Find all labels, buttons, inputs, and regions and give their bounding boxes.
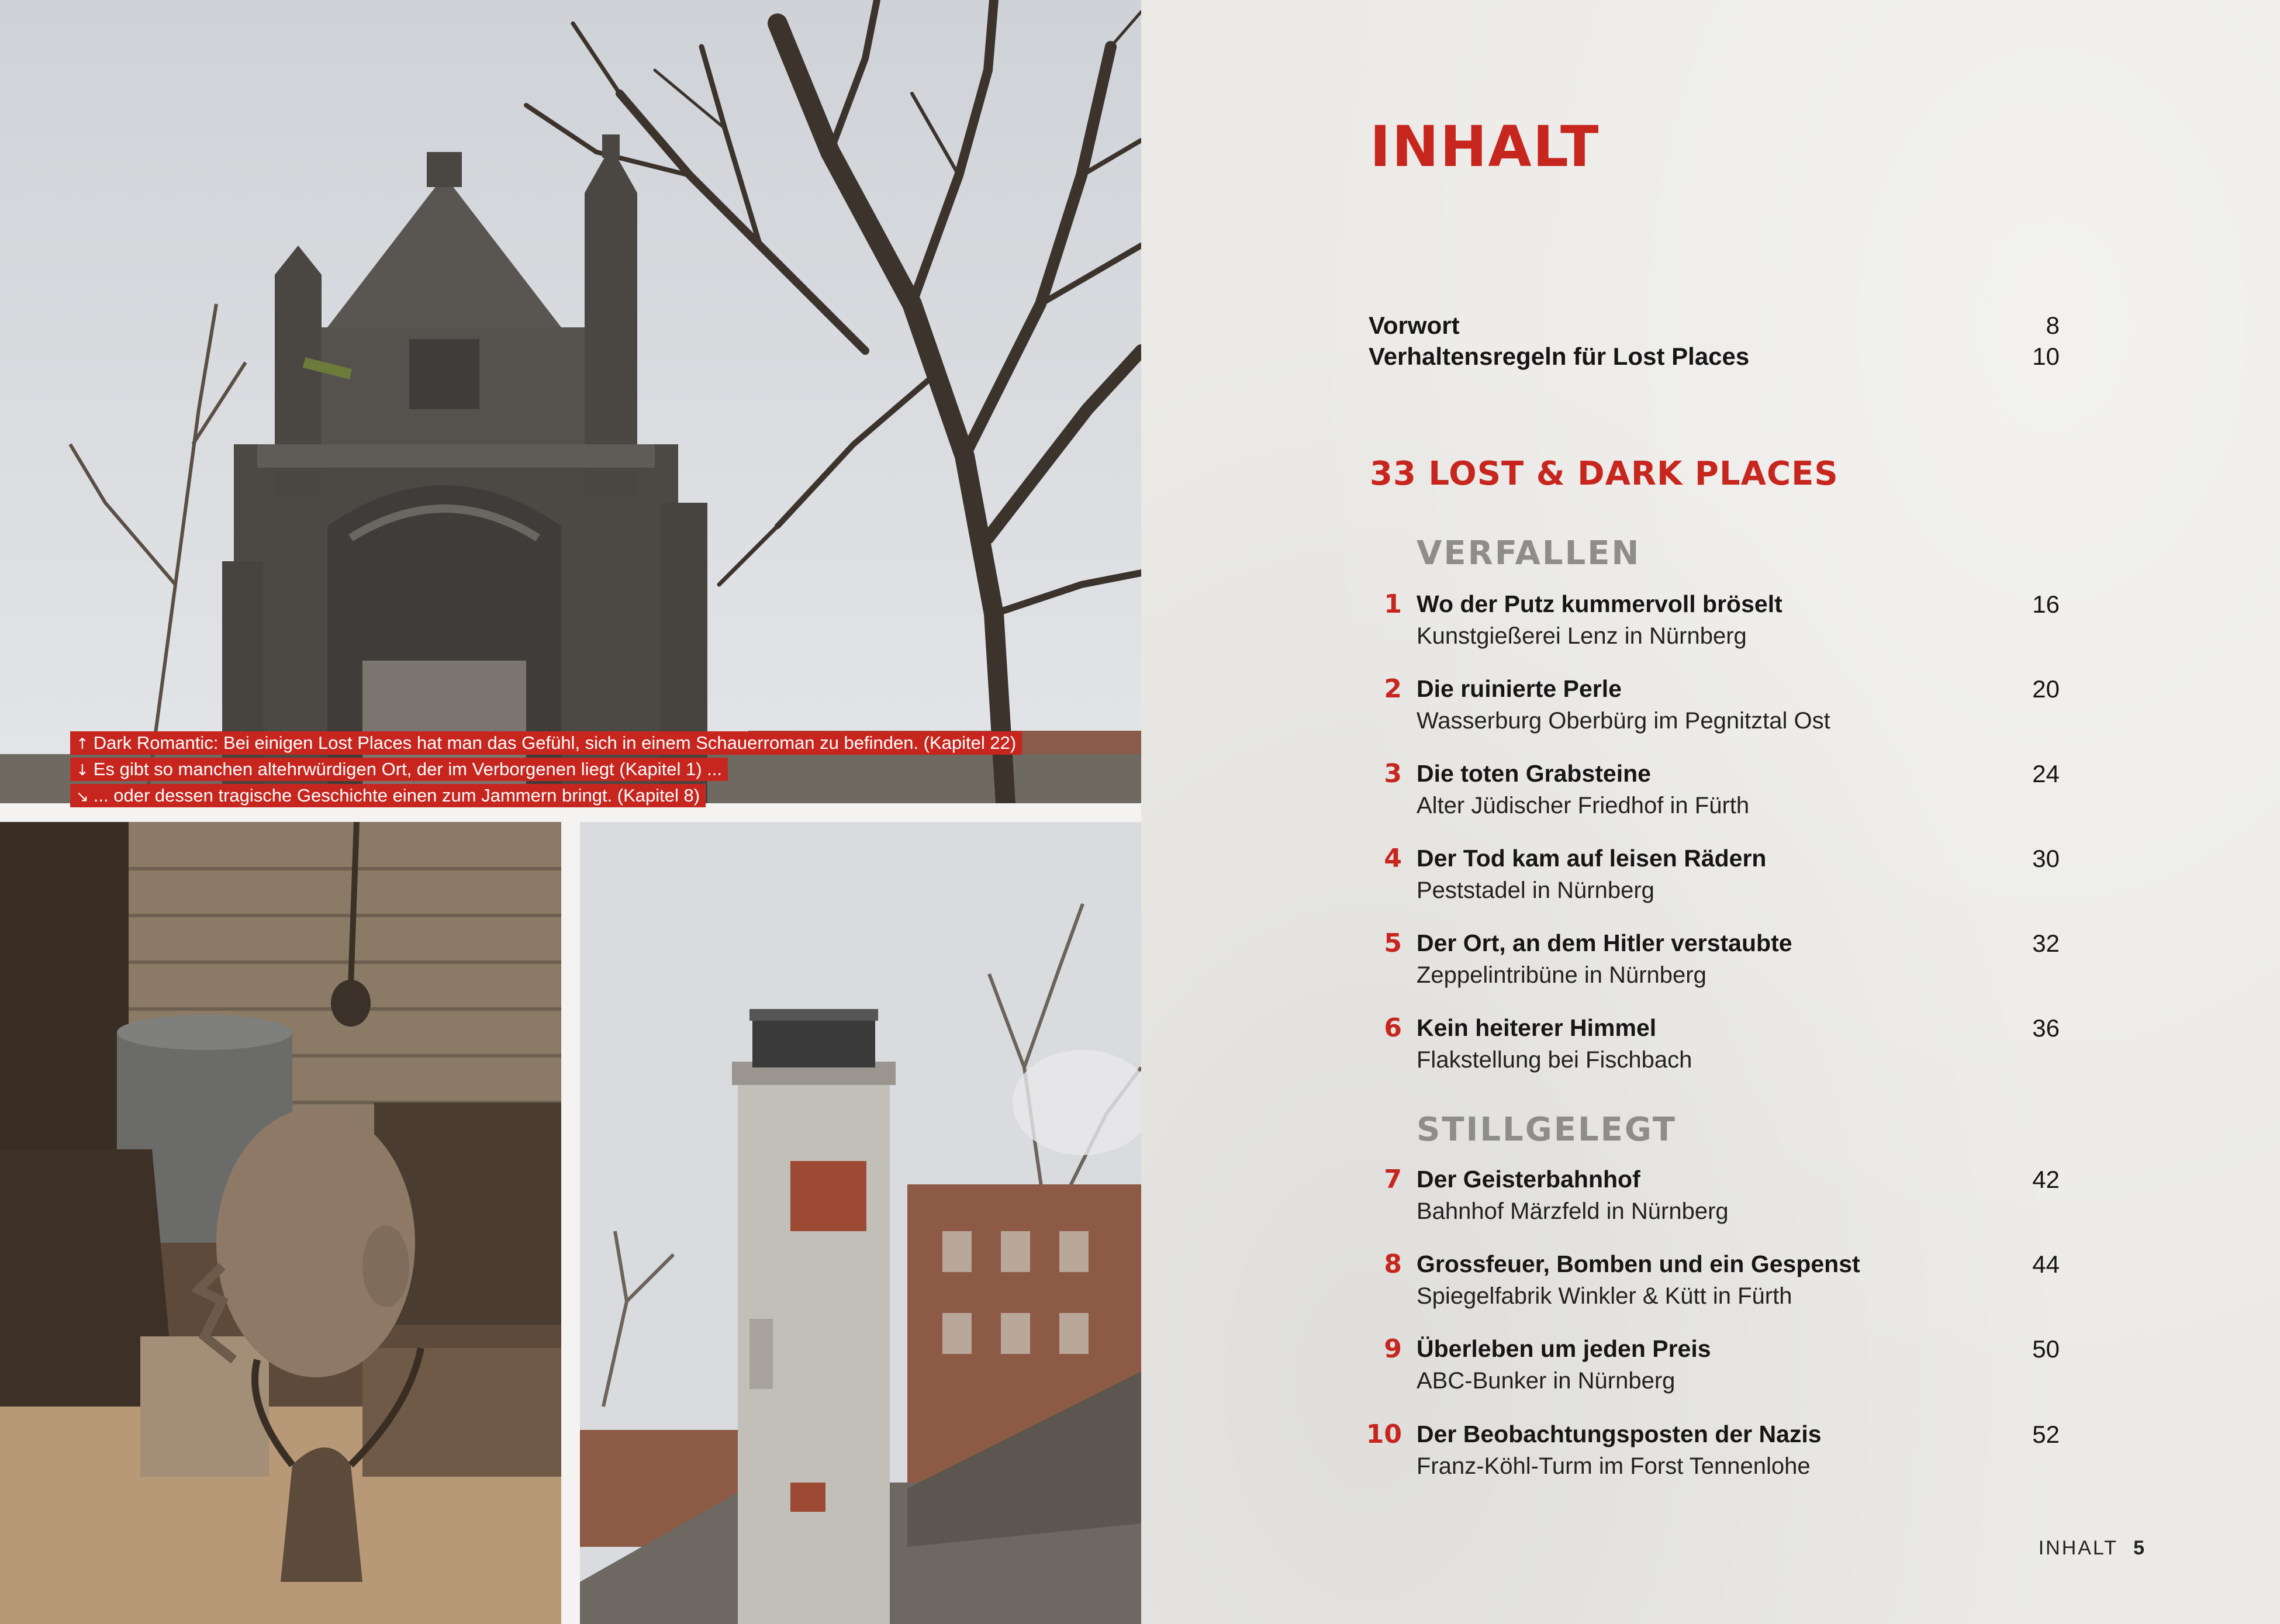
entry-page: 16 <box>2032 590 2060 618</box>
toc-entry[interactable] <box>1345 1249 2060 1314</box>
entry-subtitle: Franz-Köhl-Turm im Forst Tennenlohe <box>1417 1453 1811 1479</box>
entry-page: 30 <box>2032 845 2060 872</box>
photo-gothic-grave-monument <box>0 0 1141 803</box>
photo-captions <box>70 731 1022 810</box>
page-footer <box>2039 1537 2144 1560</box>
entry-title: Wo der Putz kummervoll bröselt <box>1417 590 1782 617</box>
entry-number: 8 <box>1384 1249 1402 1279</box>
entry-subtitle: Kunstgießerei Lenz in Nürnberg <box>1417 623 1747 649</box>
page-number: 5 <box>2133 1537 2144 1559</box>
entry-subtitle: ABC-Bunker in Nürnberg <box>1417 1368 1676 1394</box>
entry-title: Überleben um jeden Preis <box>1417 1335 1711 1362</box>
entry-number: 4 <box>1384 844 1402 873</box>
entry-subtitle: Wasserburg Oberbürg im Pegnitztal Ost <box>1417 708 1830 734</box>
toc-entry[interactable] <box>1345 759 2060 823</box>
entry-page: 20 <box>2032 675 2060 703</box>
entry-number: 3 <box>1384 759 1402 789</box>
toc-entry[interactable] <box>1345 844 2060 908</box>
entry-number: 2 <box>1384 674 1402 704</box>
entry-page: 24 <box>2032 760 2060 787</box>
photo-foundry-sculpture-head <box>0 822 561 1624</box>
entry-number: 5 <box>1384 928 1402 958</box>
entry-page: 32 <box>2032 930 2060 957</box>
toc-item-vorwort[interactable] <box>1369 312 2060 340</box>
entry-title: Der Beobachtungsposten der Nazis <box>1417 1421 1822 1447</box>
arrow-down-right-icon: ↘ <box>76 788 89 806</box>
toc-entry[interactable] <box>1345 1334 2060 1398</box>
entry-page: 36 <box>2032 1014 2060 1042</box>
entry-title: Kein heiterer Himmel <box>1417 1014 1657 1041</box>
arrow-up-icon: ↑ <box>76 735 89 753</box>
entry-subtitle: Peststadel in Nürnberg <box>1417 877 1654 903</box>
caption-3: ↘ ... oder dessen tragische Geschichte einen zum Jammern bringt. (Kapitel 8) <box>70 784 706 807</box>
entry-number: 10 <box>1366 1419 1402 1449</box>
toc-item-title: Verhaltensregeln für Lost Places <box>1369 343 1750 370</box>
footer-label: INHALT <box>2038 1537 2119 1559</box>
entry-title: Die ruinierte Perle <box>1417 675 1622 702</box>
arrow-down-icon: ↓ <box>76 762 89 779</box>
entry-page: 50 <box>2032 1335 2060 1363</box>
category-stillgelegt: STILLGELEGT <box>1417 1111 1677 1149</box>
section-title: 33 LOST & DARK PLACES <box>1370 455 1839 493</box>
entry-number: 6 <box>1384 1013 1402 1043</box>
entry-title: Die toten Grabsteine <box>1417 760 1651 787</box>
entry-subtitle: Zeppelintribüne in Nürnberg <box>1417 962 1706 988</box>
toc-item-title: Vorwort <box>1369 312 1460 339</box>
entry-subtitle: Alter Jüdischer Friedhof in Fürth <box>1417 793 1750 818</box>
entry-subtitle: Spiegelfabrik Winkler & Kütt in Fürth <box>1417 1283 1792 1309</box>
entry-title: Der Ort, an dem Hitler verstaubte <box>1417 930 1792 956</box>
toc-entry[interactable] <box>1345 674 2060 738</box>
toc-entry[interactable] <box>1345 928 2060 993</box>
entry-page: 42 <box>2032 1166 2060 1193</box>
entry-page: 44 <box>2032 1250 2060 1278</box>
toc-title: INHALT <box>1370 114 1600 179</box>
entry-subtitle: Bahnhof Märzfeld in Nürnberg <box>1417 1198 1729 1224</box>
toc-entry[interactable] <box>1345 1165 2060 1229</box>
toc-item-page: 8 <box>2046 312 2060 339</box>
toc-entry[interactable] <box>1345 589 2060 654</box>
entry-title: Der Geisterbahnhof <box>1417 1166 1640 1193</box>
toc-item-page: 10 <box>2032 343 2060 370</box>
entry-number: 9 <box>1384 1334 1402 1364</box>
entry-number: 7 <box>1384 1165 1402 1194</box>
category-verfallen: VERFALLEN <box>1417 534 1641 572</box>
entry-subtitle: Flakstellung bei Fischbach <box>1417 1047 1692 1073</box>
caption-2: ↓ Es gibt so manchen altehrwürdigen Ort, der im Verborgenen liegt (Kapitel 1) ... <box>70 758 728 781</box>
entry-title: Grossfeuer, Bomben und ein Gespenst <box>1417 1250 1860 1277</box>
toc-entry[interactable] <box>1345 1013 2060 1077</box>
caption-1: ↑ Dark Romantic: Bei einigen Lost Places hat man das Gefühl, sich in einem Schauerroman zu befinden. (Kapitel 22) <box>70 731 1022 755</box>
toc-item-verhaltensregeln[interactable] <box>1369 343 2060 371</box>
entry-page: 52 <box>2032 1421 2060 1448</box>
photo-factory-chimney <box>580 822 1141 1624</box>
entry-number: 1 <box>1384 589 1402 619</box>
entry-title: Der Tod kam auf leisen Rädern <box>1417 845 1767 872</box>
toc-entry[interactable] <box>1345 1419 2060 1484</box>
